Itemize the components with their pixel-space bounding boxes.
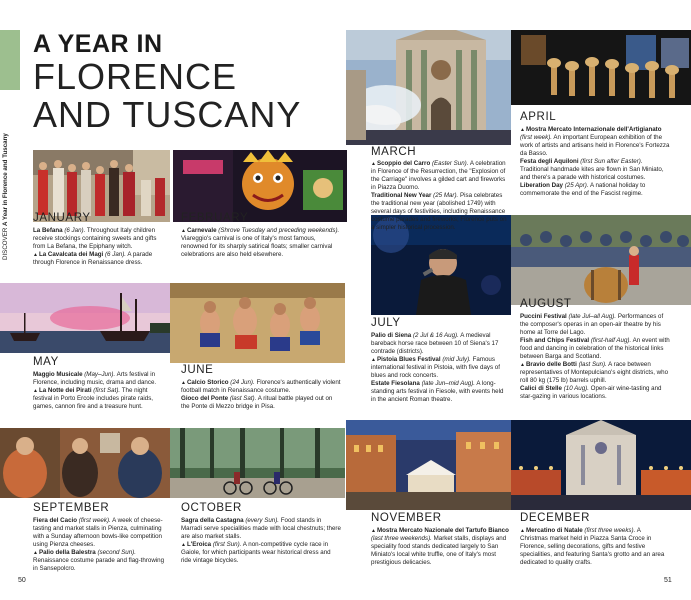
october-entry-1 (181, 517, 341, 541)
april-photo (511, 30, 691, 105)
september-entry-1 (33, 517, 168, 549)
entry-title: Carnevale (186, 227, 217, 234)
march-text (371, 160, 507, 232)
october-text (181, 517, 341, 565)
entry-text: Market stalls, displays and speciality food stands dedicated largely to San Miniato's local white truffle, one of Italy's most prestigious delicacies. (371, 535, 507, 566)
entry-when: (second Sun). (97, 549, 136, 556)
entry-text: Food stands in Marradi serve specialities made with local chestnuts; there are also market stalls. (181, 517, 341, 540)
entry-title: Palio di Siena (371, 332, 412, 339)
may-photo (0, 283, 170, 353)
october-photo (170, 428, 345, 498)
june-entry-1 (181, 379, 341, 395)
june-entry-2 (181, 395, 341, 411)
april-heading: APRIL (520, 111, 557, 123)
april-entry-2 (520, 158, 670, 182)
triangle-icon: ▲ (371, 161, 376, 167)
july-entry-1 (371, 332, 509, 356)
december-photo (511, 420, 691, 510)
title-line-1: A YEAR IN (33, 30, 163, 58)
entry-text: Open-air wine-tasting and star-gazing in various locations. (520, 385, 662, 400)
november-heading: NOVEMBER (371, 512, 442, 524)
june-heading: JUNE (181, 364, 214, 376)
entry-text: Renaissance costume parade and flag-throwing in Sansepolcro. (33, 557, 165, 572)
november-entry-1 (371, 527, 509, 567)
entry-title: Palio della Balestra (38, 549, 96, 556)
entry-when: (2 Jul & 16 Aug). (412, 332, 459, 339)
entry-title: Estate Fiesolana (371, 380, 420, 387)
december-text (520, 527, 670, 567)
january-entry-2 (33, 251, 170, 267)
triangle-icon: ▲ (520, 127, 525, 133)
entry-text: A race between representatives of Montepulciano's eight districts, who roll 80 kg (175 lb) barrels uphill. (520, 361, 669, 384)
entry-when: (every Sun). (245, 517, 280, 524)
entry-title: Puccini Festival (520, 313, 567, 320)
may-entry-1 (33, 371, 168, 387)
september-text (33, 517, 168, 573)
july-text (371, 332, 509, 404)
entry-text: Performances of the composer's operas in an open-air theatre by his home at Torre del Lago. (520, 313, 664, 336)
triangle-icon: ▲ (181, 542, 186, 548)
entry-when: (6 Jan). (64, 227, 86, 234)
march-entry-1 (371, 160, 507, 192)
entry-text: An important European exhibition of the work of artists and artisans held in Florence's Fortezza da Basso. (520, 134, 670, 157)
entry-title: Mostra Mercato Internazionale dell'Artigianato (525, 126, 662, 133)
triangle-icon: ▲ (181, 228, 186, 234)
entry-title: Mercatino di Natale (525, 527, 583, 534)
entry-when: (last Sun). (578, 361, 607, 368)
triangle-icon: ▲ (181, 380, 186, 386)
entry-when: (25 Apr). (564, 182, 589, 189)
august-entry-4 (520, 385, 670, 401)
april-entry-3 (520, 182, 670, 198)
triangle-icon: ▲ (520, 362, 525, 368)
entry-title: Gioco del Ponte (181, 395, 229, 402)
july-heading: JULY (371, 317, 401, 329)
entry-text: Pisa celebrates the traditional new year (abolished 1749) with several days of festivities, including Renaissance costume parades and fireworks; Florence puts on a simpler historical procession. (371, 192, 507, 231)
entry-title: Liberation Day (520, 182, 563, 189)
entry-text: A long-standing arts festival in Fiesole, with events held in the ancient Roman theatre. (371, 380, 504, 403)
entry-text: A parade through Florence in Renaissance dress. (33, 251, 153, 266)
entry-when: (late Jul–all Aug). (568, 313, 617, 320)
entry-text: Florence's authentically violent football match in Renaissance costume. (181, 379, 341, 394)
august-photo (511, 215, 691, 305)
side-tab-label (2, 133, 9, 260)
entry-when: (last three weekends). (371, 535, 432, 542)
entry-text: Traditional handmade kites are flown in San Miniato, and there's a parade with historical costumes. (520, 166, 664, 181)
december-heading: DECEMBER (520, 512, 590, 524)
entry-title: Pistoia Blues Festival (376, 356, 441, 363)
entry-when: (Easter Sun). (431, 160, 469, 167)
entry-text: The night festival in Porto Ercole includes pirate raids, games, cannon fire and a treasure hunt. (33, 387, 154, 410)
may-text (33, 371, 168, 411)
entry-when: (mid July). (442, 356, 471, 363)
title-line-2: FLORENCE (33, 56, 238, 97)
page-number-left: 50 (18, 577, 26, 584)
entry-when: (10 Aug). (563, 385, 589, 392)
entry-when: (first Sun after Easter). (580, 158, 643, 165)
entry-when: (6 Jan). (105, 251, 126, 258)
entry-text: A week of cheese-tasting and market stalls in Pienza, culminating with a Sunday afternoon bowls-like competition using Pienza cheeses. (33, 517, 163, 548)
august-entry-1 (520, 313, 670, 337)
entry-text: A non-competitive cycle race in Gaiole, for which participants wear historical dress and ride vintage bicycles. (181, 541, 331, 564)
entry-when: (first-half Aug). (590, 337, 632, 344)
entry-text: A celebration in Florence of the Resurrection, the "Explosion of the Carriage" involves a gilded cart and fireworks in Piazza Duomo. (371, 160, 506, 191)
entry-text: A national holiday to commemorate the end of the Fascist regime. (520, 182, 646, 197)
july-entry-3 (371, 380, 509, 404)
may-heading: MAY (33, 356, 59, 368)
side-color-band (0, 30, 20, 90)
january-entry-1 (33, 227, 170, 251)
page-number-right: 51 (664, 577, 672, 584)
august-heading: AUGUST (520, 298, 572, 310)
page-title (33, 30, 301, 134)
entry-when: (25 Mar). (433, 192, 459, 199)
january-heading: JANUARY (33, 212, 91, 224)
entry-when: (last Sat). (229, 395, 257, 402)
entry-text: An event with food and dancing in celebration of the historical links between Barga and Scotland. (520, 337, 670, 360)
entry-text: Viareggio's carnival is one of Italy's most famous, renowned for its sharply satirical floats; smaller carnival celebrations are also held elsewhere. (181, 235, 333, 258)
triangle-icon: ▲ (33, 252, 38, 258)
entry-when: (first week). (78, 517, 111, 524)
april-entry-1 (520, 126, 670, 158)
triangle-icon: ▲ (371, 528, 376, 534)
october-entry-2 (181, 541, 341, 565)
entry-title: L'Eroica (186, 541, 212, 548)
entry-when: (late Jun–mid Aug). (421, 380, 475, 387)
february-text (181, 227, 341, 259)
march-heading: MARCH (371, 146, 417, 158)
january-text (33, 227, 170, 267)
entry-title: La Notte dei Pirati (38, 387, 92, 394)
september-photo (0, 428, 170, 498)
entry-title: Fish and Chips Festival (520, 337, 590, 344)
entry-title: Mostra Mercato Nazionale del Tartufo Bianco (376, 527, 509, 534)
entry-title: Maggio Musicale (33, 371, 83, 378)
june-photo (170, 283, 345, 363)
title-line-3: AND TUSCANY (33, 94, 302, 135)
triangle-icon: ▲ (33, 388, 38, 394)
entry-title: Fiera del Cacio (33, 517, 78, 524)
entry-when: (first three weeks). (584, 527, 636, 534)
february-heading: FEBRUARY (181, 212, 249, 224)
february-entry-1 (181, 227, 341, 259)
entry-when: (first week). (520, 134, 552, 141)
july-entry-2 (371, 356, 509, 380)
entry-text: Famous international festival in Pistoia, with five days of blues and rock concerts. (371, 356, 500, 379)
entry-title: Calici di Stelle (520, 385, 562, 392)
side-tab-main: A Year in Florence and Tuscany (2, 133, 9, 226)
august-entry-3 (520, 361, 670, 385)
august-entry-2 (520, 337, 670, 361)
entry-when: (first Sun). (212, 541, 242, 548)
entry-text: A ritual battle played out on the Ponte di Mezzo bridge in Pisa. (181, 395, 333, 410)
march-entry-2 (371, 192, 507, 232)
triangle-icon: ▲ (520, 528, 525, 534)
entry-text: Throughout Italy children receive stockings containing sweets and gifts from La Befana, the Epiphany witch. (33, 227, 157, 250)
november-text (371, 527, 509, 567)
triangle-icon: ▲ (371, 357, 376, 363)
march-photo (346, 30, 511, 145)
entry-title: La Befana (33, 227, 63, 234)
entry-title: Calcio Storico (186, 379, 229, 386)
entry-title: Traditional New Year (371, 192, 432, 199)
september-entry-2 (33, 549, 168, 573)
side-tab-prefix: DISCOVER (2, 227, 9, 260)
entry-when: (Shrove Tuesday and preceding weekends). (218, 227, 340, 234)
june-text (181, 379, 341, 411)
december-entry-1 (520, 527, 670, 567)
entry-title: Scoppio del Carro (376, 160, 431, 167)
entry-title: Bravio delle Botti (525, 361, 577, 368)
entry-title: La Cavalcata dei Magi (38, 251, 104, 258)
april-text (520, 126, 670, 198)
may-entry-2 (33, 387, 168, 411)
november-photo (346, 420, 511, 510)
entry-when: (first Sat). (93, 387, 121, 394)
september-heading: SEPTEMBER (33, 502, 110, 514)
august-text (520, 313, 670, 401)
triangle-icon: ▲ (33, 550, 38, 556)
entry-text: A medieval bareback horse race between 10 of Siena's 17 contrade (districts). (371, 332, 499, 355)
entry-text: Arts festival in Florence, including music, drama and dance. (33, 371, 157, 386)
october-heading: OCTOBER (181, 502, 242, 514)
entry-when: (May–Jun). (84, 371, 116, 378)
entry-text: A Christmas market held in Piazza Santa Croce in Florence, selling decorations, gifts and festive specialities, and featuring Santa's grotto and an area dedicated to quality crafts. (520, 527, 665, 566)
entry-when: (24 Jun). (230, 379, 255, 386)
entry-title: Sagra della Castagna (181, 517, 244, 524)
entry-title: Festa degli Aquiloni (520, 158, 579, 165)
